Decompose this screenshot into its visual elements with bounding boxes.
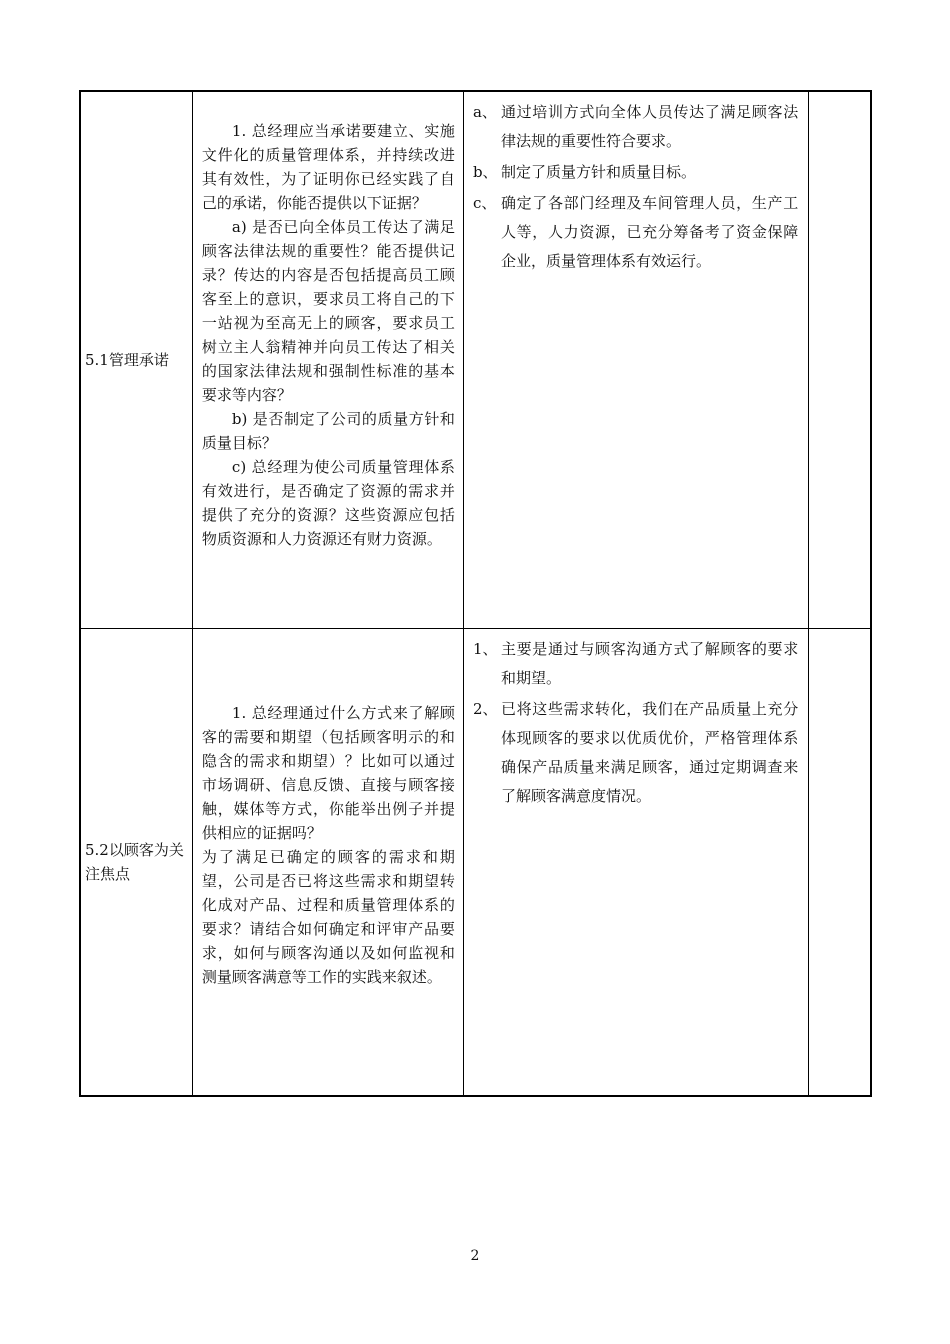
table-row (80, 629, 871, 1097)
clause-label: 5.2以顾客为关注焦点 (85, 841, 184, 883)
question-text: 1. 总经理应当承诺要建立、实施文件化的质量管理体系，并持续改进其有效性，为了证明你已经实践了自己的承诺，你能否提供以下证据？ (201, 122, 455, 212)
question-text: c) 总经理为使公司质量管理体系有效进行，是否确定了资源的需求并提供了充分的资源？这些资源应包括物质资源和人力资源还有财力资源。 (201, 458, 455, 548)
evidence-item (473, 695, 798, 811)
evidence-cell (463, 91, 808, 629)
evidence-text: 确定了各部门经理及车间管理人员，生产工人等，人力资源，已充分筹备考了资金保障企业，质量管理体系有效运行。 (500, 194, 799, 270)
evidence-marker: 2、 (472, 700, 498, 718)
evidence-text: 已将这些需求转化，我们在产品质量上充分体现顾客的要求以优质优价，严格管理体系确保产品质量来满足顾客，通过定期调查来了解顾客满意度情况。 (500, 700, 799, 805)
evidence-text: 制定了质量方针和质量目标。 (500, 163, 696, 181)
clause-cell (80, 91, 192, 629)
evidence-marker: b、 (472, 163, 498, 181)
question-text: b) 是否制定了公司的质量方针和质量目标？ (201, 410, 455, 452)
question-cell (192, 91, 463, 629)
evidence-item (473, 635, 798, 693)
question-text: 1. 总经理通过什么方式来了解顾客的需要和期望（包括顾客明示的和隐含的需求和期望）？比如可以通过市场调研、信息反馈、直接与顾客接触，媒体等方式，你能举出例子并提供相应的证据吗？ (201, 704, 455, 842)
evidence-item (473, 189, 798, 276)
evidence-cell (463, 629, 808, 1097)
question-text: 为了满足已确定的顾客的需求和期望，公司是否已将这些需求和期望转化成对产品、过程和质量管理体系的要求？请结合如何确定和评审产品要求，如何与顾客沟通以及如何监视和测量顾客满意等工作的实践来叙述。 (201, 848, 455, 986)
question-cell (192, 629, 463, 1097)
question-text: a) 是否已向全体员工传达了满足顾客法律法规的重要性？能否提供记录？传达的内容是否包括提高员工顾客至上的意识，要求员工将自己的下一站视为至高无上的顾客，要求员工树立主人翁精神并向员工传达了相关的国家法律法规和强制性标准的基本要求等内容？ (201, 218, 455, 404)
evidence-marker: c、 (472, 194, 497, 212)
evidence-text: 通过培训方式向全体人员传达了满足顾客法律法规的重要性符合要求。 (500, 103, 799, 150)
audit-checklist-table (79, 90, 872, 1097)
evidence-item (473, 158, 798, 187)
evidence-text: 主要是通过与顾客沟通方式了解顾客的要求和期望。 (500, 640, 799, 687)
evidence-marker: 1、 (472, 640, 498, 658)
clause-cell (80, 629, 192, 1097)
evidence-marker: a、 (472, 103, 497, 121)
table-row (80, 91, 871, 629)
evidence-item (473, 98, 798, 156)
page-number: 2 (470, 1248, 480, 1264)
result-cell (809, 629, 871, 1097)
clause-label: 5.1管理承诺 (85, 351, 169, 369)
result-cell (809, 91, 871, 629)
